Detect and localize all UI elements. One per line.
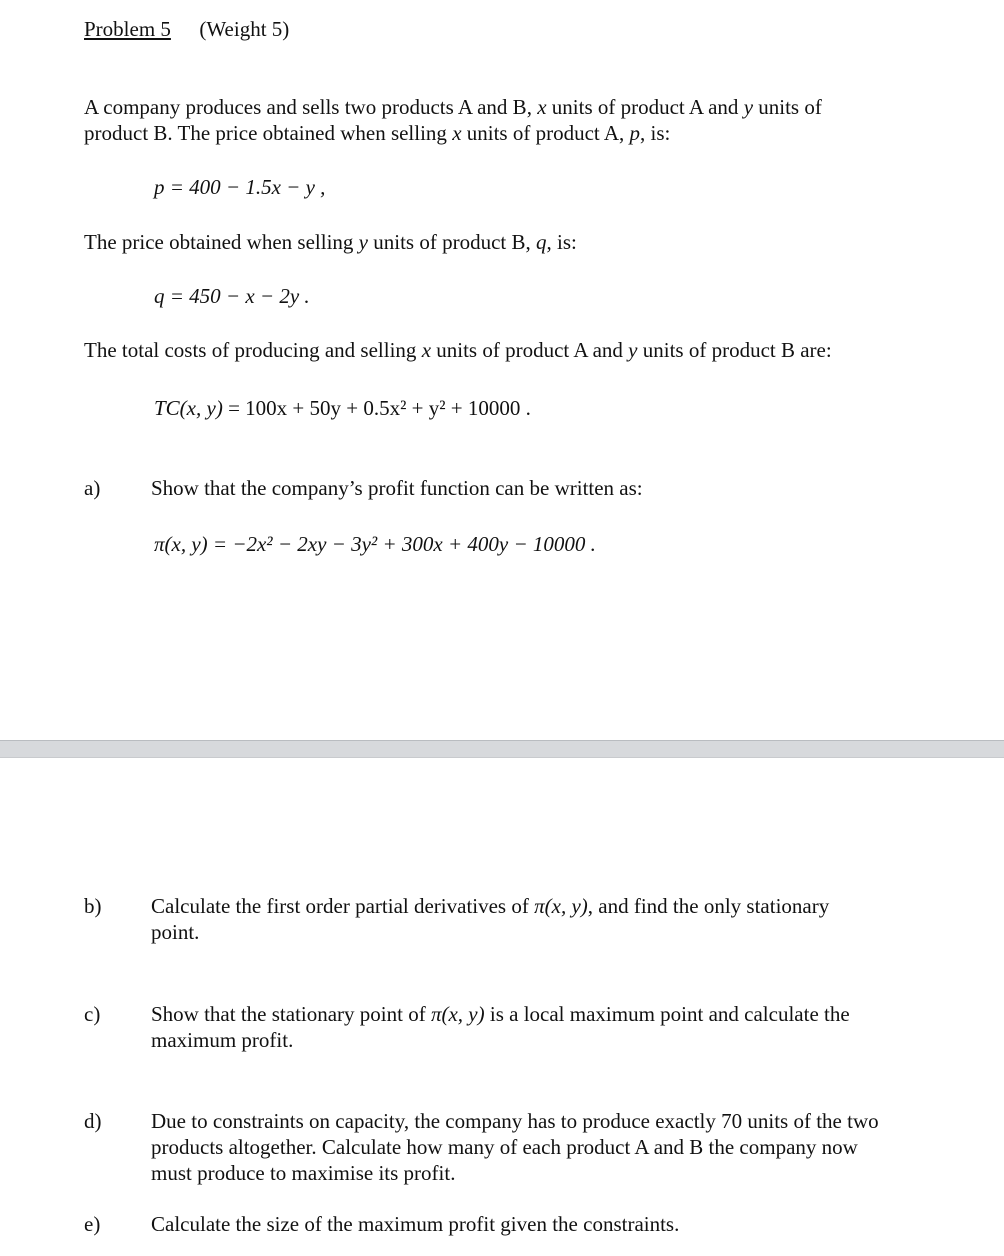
intro-line-1: A company produces and sells two products A and B, x units of product A and y units of — [84, 95, 822, 119]
part-a-text: Show that the company’s profit function can be written as: — [151, 476, 643, 500]
price-b-sentence: The price obtained when selling y units of product B, q, is: — [84, 230, 577, 254]
intro-line-2: product B. The price obtained when selling x units of product A, p, is: — [84, 121, 671, 145]
part-a-label: a) — [84, 476, 101, 500]
equation-profit: π(x, y) = −2x² − 2xy − 3y² + 300x + 400y − 10000 . — [154, 532, 596, 556]
problem-header — [84, 16, 289, 42]
part-b-text: Calculate the first order partial derivatives of π(x, y), and find the only stationary point. — [151, 894, 830, 944]
equation-price-b: q = 450 − x − 2y . — [154, 284, 310, 308]
equation-price-a: p = 400 − 1.5x − y , — [154, 175, 326, 199]
costs-sentence: The total costs of producing and selling x units of product A and y units of product B are: — [84, 338, 832, 362]
part-b-label: b) — [84, 894, 102, 918]
part-d-text: Due to constraints on capacity, the company has to produce exactly 70 units of the two products altogether. Calculate how many of each product A and B the company now must produce to maximise its profit. — [151, 1109, 879, 1185]
part-c-text: Show that the stationary point of π(x, y) is a local maximum point and calculate the maximum profit. — [151, 1002, 850, 1052]
part-d-label: d) — [84, 1109, 102, 1133]
problem-weight: (Weight 5) — [199, 17, 290, 41]
equation-total-cost: TC(x, y) = 100x + 50y + 0.5x² + y² + 10000 . — [154, 396, 531, 420]
part-e-label: e) — [84, 1212, 101, 1236]
problem-title: Problem 5 — [84, 17, 171, 41]
part-e-text: Calculate the size of the maximum profit given the constraints. — [151, 1212, 680, 1236]
page-divider — [0, 740, 1004, 758]
part-c-label: c) — [84, 1002, 101, 1026]
